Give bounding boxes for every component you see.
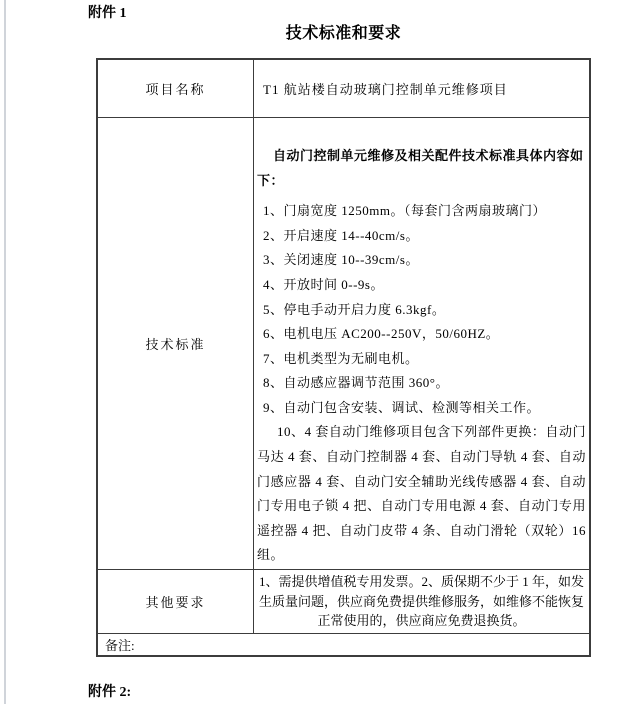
title-row	[96, 20, 591, 43]
tech-standard-item-1: 1、门扇宽度 1250mm。（每套门含两扇玻璃门）	[263, 203, 546, 219]
tech-standard-heading: 自动门控制单元维修及相关配件技术标准具体内容如下：	[257, 147, 584, 188]
spec-table	[96, 58, 591, 657]
tech-standard-item-5: 5、停电手动开启力度 6.3kgf。	[263, 301, 446, 317]
row-other-requirements	[97, 570, 590, 634]
tech-standard-item-7: 7、电机类型为无刷电机。	[263, 350, 419, 366]
row-tech-standard	[97, 118, 590, 570]
other-requirements-cell	[254, 570, 591, 634]
tech-standard-item-3: 3、关闭速度 10--39cm/s。	[263, 252, 419, 268]
tech-standard-label: 技术标准	[97, 118, 254, 570]
tech-standard-item-6: 6、电机电压 AC200--250V，50/60HZ。	[263, 326, 500, 342]
tech-standard-item-2: 2、开启速度 14--40cm/s。	[263, 227, 419, 243]
attachment-1-label: 附件 1	[88, 6, 127, 21]
project-name-value: T1 航站楼自动玻璃门控制单元维修项目	[263, 82, 508, 97]
other-requirements-label: 其他要求	[97, 570, 254, 634]
tech-standard-item-8: 8、自动感应器调节范围 360°。	[263, 375, 449, 391]
remarks-label: 备注:	[97, 633, 590, 656]
tech-standard-item-4: 4、开放时间 0--9s。	[263, 276, 384, 292]
project-name-value-cell	[254, 59, 591, 118]
row-project-name	[97, 59, 590, 118]
tech-standard-content	[254, 119, 589, 568]
project-name-label: 项目名称	[97, 59, 254, 118]
page-edge-line	[4, 0, 6, 704]
attachment-2-label: 附件 2:	[88, 685, 132, 700]
document-title: 技术标准和要求	[285, 25, 402, 42]
tech-standard-content-cell	[254, 118, 591, 570]
tech-standard-item-9: 9、自动门包含安装、调试、检测等相关工作。	[263, 399, 541, 415]
row-remarks	[97, 633, 590, 656]
tech-standard-item-10: 10、4 套自动门维修项目包含下列部件更换：自动门马达 4 套、自动门控制器 4 套、自动门导轨 4 套、自动门感应器 4 套、自动门安全辅助光线传感器 4 套、自动门专用电子锁 4 把、自动门专用电源 4 套、自动门专用遥控器 4 把、自动门皮带 4 条、自动门滑轮（双轮）16 组。	[257, 424, 586, 563]
other-requirements-value: 1、需提供增值税专用发票。2、质保期不少于 1 年，如发生质量问题，供应商免费提供维修服务，如维修不能恢复正常使用的，供应商应免费退换货。	[258, 574, 584, 628]
